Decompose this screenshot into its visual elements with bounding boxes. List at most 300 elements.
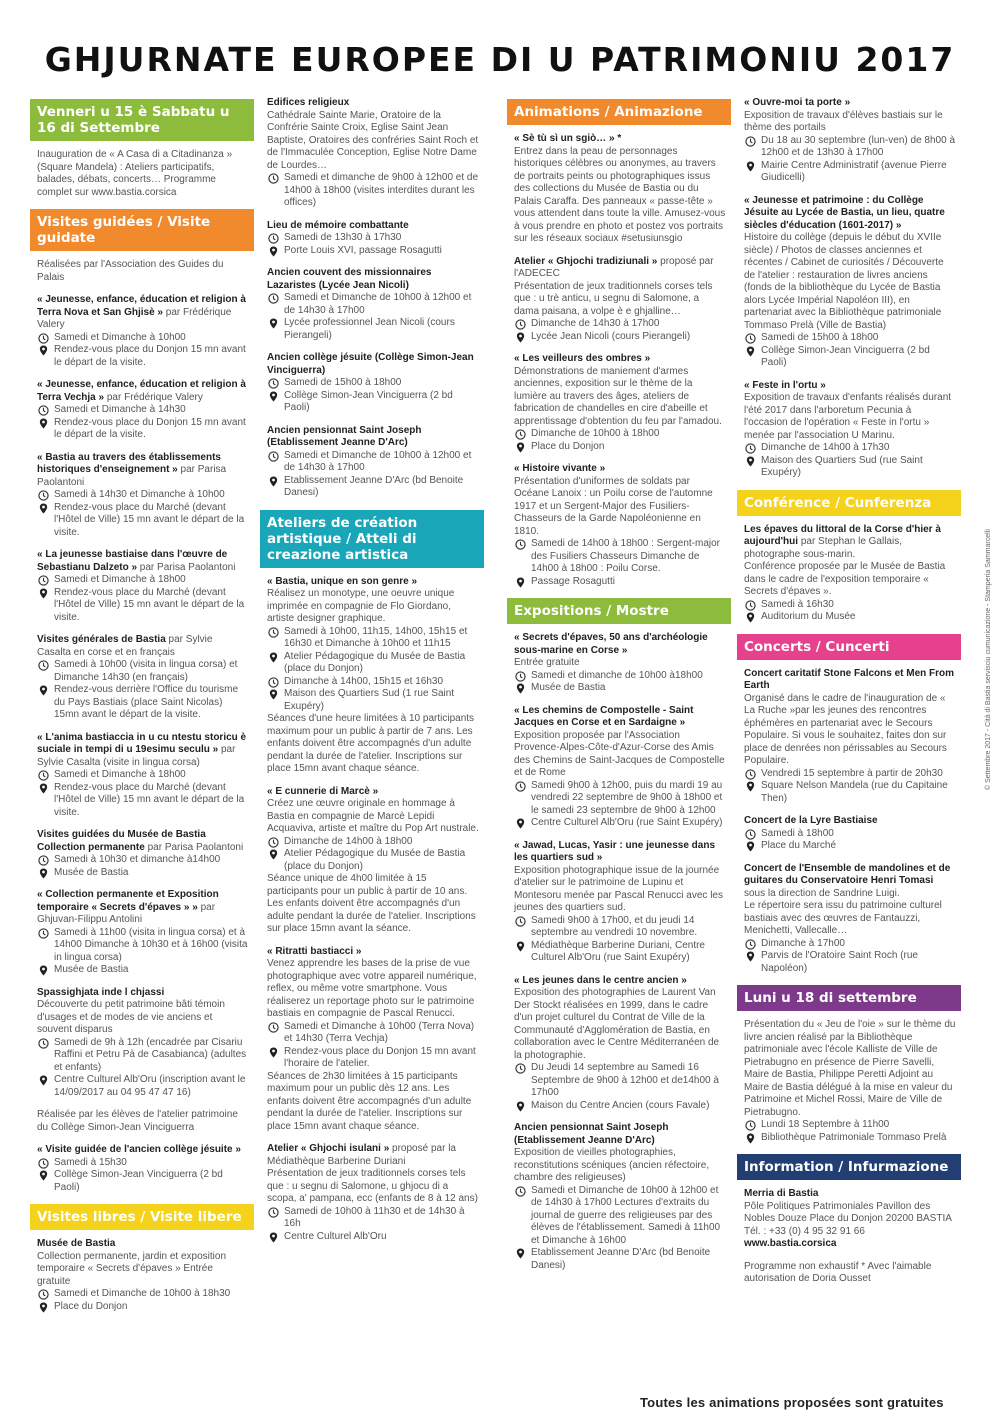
schedule-text: Du 18 au 30 septembre (lun-ven) de 8h00 à 12h00 et de 13h30 à 17h00 (761, 134, 956, 158)
event-title (514, 256, 726, 281)
location-text: Etablissement Jeanne D'Arc (bd Benoite Danesi) (284, 474, 464, 498)
map-pin-icon (268, 689, 279, 700)
location-text: Porte Louis XVI, passage Rosagutti (284, 244, 442, 256)
event-byline: par Frédérique Valery (104, 391, 203, 403)
event-item (514, 705, 726, 830)
event-item (514, 975, 726, 1113)
event-title-text: « Feste in l'ortu » (744, 379, 826, 391)
event-item (37, 634, 249, 722)
event-title (514, 632, 726, 657)
clock-icon (268, 1022, 279, 1033)
location-text: Mairie Centre Administratif (avenue Pierre Giudicelli) (761, 159, 947, 183)
event-title-text: Edifices religieux (267, 97, 350, 108)
clock-icon (745, 769, 756, 780)
event-description: Conférence proposée par le Musée de Bastia dans le cadre de l'exposition temporaire « Secrets d'épaves ». (744, 561, 946, 597)
schedule-text: Samedi de 9h à 12h (encadrée par Cisariu Raffini et Petru Pà de Casabianca) (adultes et enfants) (54, 1036, 247, 1073)
clock-icon (38, 405, 49, 416)
schedule-line (744, 442, 956, 455)
location-text: Collège Simon-Jean Vinciguerra (2 bd Paoli) (761, 344, 930, 368)
schedule-text: Dimanche à 17h00 (761, 937, 845, 949)
event-item (744, 97, 956, 185)
schedule-line (37, 574, 249, 587)
event-item (267, 220, 479, 258)
poster-title: GHJURNATE EUROPEE DI U PATRIMONIU 2017 (44, 40, 956, 79)
event-title (514, 975, 726, 988)
event-title (744, 524, 956, 562)
event-title-text: « Jeunesse, enfance, éducation et religion à Terra Vechja » (37, 379, 246, 403)
event-title-text: Ancien pensionnat Saint Joseph (Etablissement Jeanne D'Arc) (514, 1122, 669, 1146)
location-text: Parvis de l'Oratoire Saint Roch (rue Napoléon) (761, 950, 918, 974)
side-credit: © Settembre 2017 - Cità di Bastia servisciu cumunicazione - Stamperia Sammarcelli (985, 529, 992, 790)
schedule-text: Samedi et dimanche de 10h00 à18h00 (531, 669, 703, 681)
schedule-line (744, 332, 956, 345)
event-item (267, 352, 479, 415)
event-item (514, 1122, 726, 1272)
location-line (514, 576, 726, 589)
clock-icon (38, 855, 49, 866)
location-line (267, 390, 479, 415)
schedule-line (267, 1206, 479, 1231)
event-item (267, 946, 479, 1134)
location-line (267, 245, 479, 258)
location-line (37, 1169, 249, 1194)
event-description: Exposition proposée par l'Association Provence-Alpes-Côte-d'Azur-Corse des Amis des Chemins de Saint-Jacques de Compostelle et de Rome (514, 729, 725, 778)
section-band: Venneri u 15 è Sabbatu u 16 di Settembre (30, 99, 254, 141)
event-title (744, 863, 956, 901)
event-title-text: « Jawad, Lucas, Yasir : une jeunesse dans les quartiers sud » (514, 839, 716, 863)
location-line (514, 817, 726, 830)
location-line (267, 317, 479, 342)
column-3 (507, 97, 731, 1282)
schedule-line (267, 292, 479, 317)
event-title (514, 353, 726, 366)
map-pin-icon (515, 1101, 526, 1112)
event-description: Le répertoire sera issu du patrimoine culturel bastiais avec des œuvres de Fantauzzi, Menichetti, Vallecalle… (744, 900, 942, 936)
schedule-text: Samedi de 14h00 à 18h00 : Sergent-major des Fusiliers Chasseurs Dimanche de 14h00 à 18h00 : Poilu Corse. (531, 538, 721, 574)
event-byline: par Frédérique Valery (37, 306, 232, 330)
event-item (37, 987, 249, 1100)
schedule-line (514, 1185, 726, 1248)
map-pin-icon (515, 577, 526, 588)
event-title-text: « L'anima bastiaccia in u cu ntestu storicu è suciale in tempi di u 19esimu seculu » (37, 731, 247, 755)
schedule-line (37, 332, 249, 345)
event-description: Entrez dans la peau de personnages historiques célèbres ou anonymes, au travers de portraits peints ou photographiques issus des collections du Musée de Bastia ou du Palais Caraffa. Des panneaux « passe-tête » vous attendent dans toute la ville. Amusez-vous à vous prendre en photo et postez vos portraits sur les réseaux sociaux #setusiunsgio (514, 145, 726, 244)
event-title (744, 195, 956, 233)
map-pin-icon (745, 456, 756, 467)
location-text: Médiathèque Barberine Duriani, Centre Culturel Alb'Oru (rue Saint Exupéry) (531, 939, 705, 963)
event-title-text: Merria di Bastia (744, 1188, 819, 1199)
event-title (744, 1188, 956, 1201)
event-byline: proposé par l'ADECEC (514, 255, 714, 279)
event-description: Programme non exhaustif * Avec l'aimable autorisation de Doria Ousset (744, 1260, 932, 1284)
event-title (514, 840, 726, 865)
event-item (744, 668, 956, 806)
event-description: Exposition de travaux d'enfants réalisés durant l'été 2017 dans l'arboretum Pecunia à l'occasion de l'opération « Feste in l'ortu » menée par l'association U Marinu. (744, 392, 952, 441)
schedule-line (37, 1037, 249, 1075)
column-1 (30, 97, 254, 1323)
location-text: Maison des Quartiers Sud (1 rue Saint Exupéry) (284, 688, 455, 712)
clock-icon (38, 333, 49, 344)
clock-icon (268, 233, 279, 244)
location-text: Musée de Bastia (54, 964, 129, 975)
schedule-text: Lundi 18 Septembre à 11h00 (761, 1119, 890, 1130)
schedule-text: Samedi à 10h30 et dimanche à14h00 (54, 854, 221, 865)
location-line (744, 611, 956, 624)
schedule-line (267, 1021, 479, 1046)
event-title (37, 452, 249, 490)
location-text: Musée de Bastia (531, 682, 606, 693)
event-description: Exposition de travaux d'élèves bastiais sur le thème des portails (744, 109, 943, 133)
location-text: Rendez-vous derrière l'Office du tourisme du Pays Bastiais (place Saint Nicolas) 15mn avant le départ de la visite. (54, 684, 239, 720)
event-title-text: « Les veilleurs des ombres » (514, 353, 651, 364)
event-description: Cathédrale Sainte Marie, Oratoire de la Confrérie Sainte Croix, Eglise Saint Jean Baptiste, Oratoires des confréries Saint Roch et de l'Immaculée Conception, Eglise Notre Dame de Lourdes… (267, 109, 479, 171)
location-line (514, 1100, 726, 1113)
schedule-line (514, 318, 726, 331)
location-line (37, 964, 249, 977)
event-byline: sous la direction de Sandrine Luigi. (744, 887, 900, 899)
map-pin-icon (38, 685, 49, 696)
clock-icon (268, 378, 279, 389)
event-title-text: « Ritratti bastiacci » (267, 945, 362, 957)
location-line (37, 684, 249, 722)
schedule-text: Samedi et dimanche de 9h00 à 12h00 et de 14h00 à 18h00 (visites interdites durant les offices) (284, 172, 479, 208)
event-item (267, 97, 479, 210)
event-title-text: « Bastia, unique en son genre » (267, 575, 418, 587)
section-band: Ateliers de création artistique / Atteli di creazione artistica (260, 510, 484, 568)
event-description: Collection permanente, jardin et exposition temporaire « Secrets d'épaves » Entrée gratuite (37, 1250, 226, 1287)
schedule-line (744, 768, 956, 781)
location-line (744, 1132, 956, 1145)
event-item (37, 1238, 249, 1313)
event-description: Présentation du « Jeu de l'oie » sur le thème du livre ancien réalisé par la Bibliothèque patrimoniale avec l'école Kalliste de Ville de Pietrabugno en présence de Pierre Savelli, Maire de Bastia, Philippe Peretti Adjoint au Maire de Bastia délégué à la mise en valeur du Patrimoine et Michel Rossi, Maire de Ville de Pietrabugno. (744, 1019, 956, 1118)
event-title (744, 815, 956, 828)
schedule-line (514, 538, 726, 576)
clock-icon (38, 575, 49, 586)
event-title-text: « Jeunesse et patrimoine : du Collège Jésuite au Lycée de Bastia, un lieu, quatre siècles d'éducation (1601-2017) » (744, 194, 945, 231)
schedule-text: Samedi de 13h30 à 17h30 (284, 232, 402, 243)
clock-icon (268, 293, 279, 304)
schedule-text: Dimanche de 10h00 à 18h00 (531, 428, 660, 439)
event-description: Séances de 2h30 limitées à 15 participants maximum pour un public dès 12 ans. Les enfants doivent être accompagnés d'un adulte pendant la durée de l'atelier. Inscriptions sur place 15mn avant chaque séance. (267, 1070, 472, 1132)
schedule-line (744, 599, 956, 612)
location-line (267, 848, 479, 873)
schedule-text: Samedi et Dimanche de 10h00 à 18h30 (54, 1288, 231, 1299)
event-byline: par Sylvie Casalta en corse et en français (37, 634, 213, 658)
clock-icon (745, 939, 756, 950)
column-2 (260, 97, 484, 1253)
location-text: Square Nelson Mandela (rue du Capitaine Then) (761, 780, 948, 804)
event-item (37, 732, 249, 820)
location-line (267, 1231, 479, 1244)
clock-icon (745, 829, 756, 840)
map-pin-icon (268, 1232, 279, 1243)
event-title-text: « Histoire vivante » (514, 463, 606, 474)
location-text: Collège Simon-Jean Vinciguerra (2 bd Paoli) (54, 1169, 223, 1193)
map-pin-icon (38, 588, 49, 599)
event-description: Inauguration de « A Casa di a Citadinanza » (Square Mandela) : Ateliers participatifs, balades, débats, concerts… Programme complet sur www.bastia.corsica (37, 149, 233, 198)
section-band: Conférence / Cunferenza (737, 490, 961, 516)
event-description: Organisé dans le cadre de l'inauguration de « La Ruche »par les jeunes des rencontres éphémères en partenariat avec le Secours Populaire. Si vous le souhaitez, faites don sur place de denrées non périssables au Secours Populaire. (744, 692, 947, 766)
location-text: Place du Donjon (531, 440, 605, 452)
schedule-text: Samedi et Dimanche à 10h00 (Terra Nova) et 14h30 (Terra Vechja) (284, 1020, 475, 1044)
event-item (37, 889, 249, 977)
location-text: Rendez-vous place du Marché (devant l'Hôtel de Ville) 15 mn avant le départ de la visite. (54, 586, 245, 623)
schedule-line (514, 915, 726, 940)
event-title-text: « E cunnerie di Marcè » (267, 785, 379, 797)
event-item (267, 1143, 479, 1243)
schedule-text: Samedi de 15h00 à 18h00 (284, 377, 402, 388)
event-description: Exposition de vieilles photographies, reconstitutions scéniques (ancien réfectoire, chambre des religieuses) (514, 1147, 710, 1183)
schedule-line (514, 780, 726, 818)
schedule-text: Samedi 9h00 à 12h00, puis du mardi 19 au vendredi 22 septembre de 9h00 à 18h00 et le samedi 23 septembre de 9h00 à 12h00 (531, 779, 723, 816)
event-description: Séance unique de 4h00 limitée à 15 participants pour un public à partir de 10 ans. Les enfants doivent être accompagnés d'un adulte pendant la durée de l'atelier. Inscriptions sur place 15mn avant la séance. (267, 873, 476, 934)
clock-icon (515, 429, 526, 440)
event-item (267, 425, 479, 500)
event-title (37, 829, 249, 854)
location-line (744, 160, 956, 185)
event-description: Histoire du collège (depuis le début du XVIIe siècle) / Photos de classes anciennes et récentes / Cabinet de curiosités / Découverte de l'atelier : restauration de livres anciens (fonds de la bibliothèque du Lycée de Bastia alors Lycée Impérial Napoléon III), en partenariat avec la Bibliothèque patrimoniale Tommaso Prelà (Ville de Bastia) (744, 232, 944, 331)
location-text: Place du Donjon (54, 1300, 128, 1312)
event-description: Venez apprendre les bases de la prise de vue photographique avec votre appareil numérique, reflex, ou même votre smartphone. Vous réaliserez un reportage photo sur le patrimoine bastiais en compagnie de Pascal Renucci. (267, 958, 477, 1019)
clock-icon (38, 1289, 49, 1300)
location-line (514, 940, 726, 965)
map-pin-icon (38, 965, 49, 976)
event-title-text: Les épaves du littoral de la Corse d'hier à aujourd'hui (744, 523, 941, 547)
schedule-text: Samedi à 10h00, 11h15, 14h00, 15h15 et 16h30 et Dimanche à 10h00 et 11h15 (284, 625, 468, 649)
event-description: Séances d'une heure limitées à 10 participants maximum pour un public à partir de 7 ans. Les enfants doivent être accompagnés d'un adulte pendant la durée de l'atelier. Inscriptions sur place 15mn avant chaque séance. (267, 713, 475, 774)
location-text: Etablissement Jeanne D'Arc (bd Benoite Danesi) (531, 1247, 711, 1271)
schedule-line (37, 927, 249, 965)
schedule-text: Dimanche de 14h00 à 17h30 (761, 442, 890, 453)
footer-note: Toutes les animations proposées sont gratuites (640, 1395, 944, 1410)
schedule-text: Samedi à 11h00 (visita in lingua corsa) et à 14h00 Dimanche à 10h30 et à 16h00 (visita in lingua corsa) (54, 926, 248, 963)
location-line (37, 1074, 249, 1099)
clock-icon (38, 928, 49, 939)
location-text: Lycée Jean Nicoli (cours Pierangeli) (531, 330, 691, 342)
event-byline: par Parisa Paolantoni (37, 464, 227, 488)
location-text: Musée de Bastia (54, 866, 129, 878)
event-item (514, 133, 726, 246)
location-line (37, 344, 249, 369)
event-title-text: Visites générales de Bastia (37, 634, 166, 645)
clock-icon (745, 333, 756, 344)
schedule-line (37, 769, 249, 782)
schedule-text: Samedi de 10h00 à 11h30 et de 14h30 à 16h (284, 1205, 465, 1229)
event-title (267, 946, 479, 959)
map-pin-icon (745, 346, 756, 357)
schedule-text: Samedi à 10h00 (visita in lingua corsa) et Dimanche 14h30 (en français) (54, 659, 238, 683)
map-pin-icon (515, 683, 526, 694)
event-title (267, 1143, 479, 1168)
location-line (744, 345, 956, 370)
schedule-text: Samedi et Dimanche à 18h00 (54, 574, 186, 585)
event-title (37, 889, 249, 927)
location-line (514, 1247, 726, 1272)
clock-icon (515, 671, 526, 682)
schedule-text: Samedi à 15h30 (54, 1156, 127, 1168)
location-line (37, 417, 249, 442)
event-description: Découverte du petit patrimoine bâti témoin d'usages et de modes de vie anciens et souvent disparus (37, 999, 225, 1035)
section-band: Concerts / Cuncerti (737, 634, 961, 660)
map-pin-icon (268, 652, 279, 663)
schedule-line (37, 404, 249, 417)
location-text: Collège Simon-Jean Vinciguerra (2 bd Paoli) (284, 389, 453, 413)
schedule-line (514, 1062, 726, 1100)
event-item (744, 863, 956, 976)
event-item (37, 294, 249, 369)
event-title (267, 267, 479, 292)
schedule-text: Samedi à 14h30 et Dimanche à 10h00 (54, 489, 225, 500)
map-pin-icon (38, 783, 49, 794)
schedule-text: Dimanche de 14h00 à 18h00 (284, 835, 413, 847)
event-title (267, 786, 479, 799)
schedule-line (514, 428, 726, 441)
event-title (744, 97, 956, 110)
location-line (37, 587, 249, 625)
event-title (744, 668, 956, 693)
clock-icon (515, 319, 526, 330)
location-text: Bibliothèque Patrimoniale Tommaso Prelà (761, 1131, 947, 1143)
map-pin-icon (515, 941, 526, 952)
event-item (37, 259, 249, 284)
schedule-line (744, 1119, 956, 1132)
event-description: Réalisées par l'Association des Guides du Palais (37, 259, 224, 283)
section-band: Expositions / Mostre (507, 598, 731, 624)
event-title (37, 634, 249, 659)
event-title-text: Visites guidées du Musée de Bastia Collection permanente (37, 829, 206, 853)
event-item (514, 256, 726, 344)
event-item (37, 1109, 249, 1134)
event-title (267, 352, 479, 377)
event-description: Présentation d'uniformes de soldats par Océane Lanoix : un Poilu corse de l'automne 1917 et un Sergent-Major des Fusiliers-Chasseurs de la Garde Napoléonienne en 1810. (514, 475, 713, 537)
section-band: Luni u 18 di settembre (737, 985, 961, 1011)
location-text: Maison du Centre Ancien (cours Favale) (531, 1099, 710, 1111)
location-text: Centre Culturel Alb'Oru (284, 1230, 387, 1242)
clock-icon (268, 1207, 279, 1218)
location-text: Rendez-vous place du Donjon 15 mn avant le départ de la visite. (54, 344, 246, 368)
event-description: Présentation de jeux traditionnels corses tels que : u trè anticu, u segnu di Salomone, a dama paisana, a volpe è e ghjalline… (514, 280, 713, 317)
event-title (514, 705, 726, 730)
event-item (744, 195, 956, 370)
event-title (514, 1122, 726, 1147)
event-title-text: « Ouvre-moi ta porte » (744, 97, 851, 108)
event-title-text: Concert caritatif Stone Falcons et Men From Earth (744, 667, 955, 691)
event-title-text: « Les chemins de Compostelle - Saint Jacques en Corse et en Sardaigne » (514, 704, 694, 728)
map-pin-icon (745, 612, 756, 623)
clock-icon (515, 781, 526, 792)
clock-icon (515, 1186, 526, 1197)
map-pin-icon (268, 1047, 279, 1058)
event-title (37, 1144, 249, 1157)
clock-icon (38, 770, 49, 781)
event-item (37, 379, 249, 442)
map-pin-icon (515, 442, 526, 453)
location-line (267, 688, 479, 713)
event-item (267, 576, 479, 776)
clock-icon (38, 660, 49, 671)
event-item (744, 524, 956, 624)
schedule-line (37, 1157, 249, 1170)
schedule-text: Vendredi 15 septembre à partir de 20h30 (761, 767, 943, 779)
schedule-text: Samedi et Dimanche à 14h30 (54, 404, 186, 415)
schedule-text: Samedi et Dimanche de 10h00 à 12h00 et de 14h30 à 17h00 Lectures d'extraits du journal de guerre des religieuses par des élèves de l'établissement. Samedi à 11h00 et Dimanche à 16h00 (531, 1184, 721, 1246)
event-title-text: « La jeunesse bastiaise dans l'œuvre de Sebastianu Dalzeto » (37, 549, 228, 573)
location-line (37, 782, 249, 820)
event-item (514, 353, 726, 453)
event-description: Présentation de jeux traditionnels corses tels que : u segnu di Salomone, u ghjocu di a scopa, a' pampana, ecc (enfants de 8 à 12 ans) (267, 1168, 478, 1204)
map-pin-icon (268, 318, 279, 329)
schedule-text: Samedi et Dimanche de 10h00 à 12h00 et de 14h30 à 17h00 (284, 449, 472, 473)
event-item (37, 829, 249, 879)
location-line (514, 682, 726, 695)
location-text: Lycée professionnel Jean Nicoli (cours Pierangeli) (284, 317, 455, 341)
section-band: Animations / Animazione (507, 99, 731, 125)
schedule-line (267, 450, 479, 475)
event-title (37, 1238, 249, 1251)
event-item (514, 632, 726, 695)
map-pin-icon (38, 345, 49, 356)
map-pin-icon (38, 1302, 49, 1313)
event-item (37, 452, 249, 540)
schedule-line (267, 836, 479, 849)
event-byline: par Stephan le Gallais, photographe sous-marin. (744, 536, 902, 560)
clock-icon (515, 539, 526, 550)
event-title-text: « Sè tù sì un sgiò… » * (514, 133, 622, 144)
map-pin-icon (515, 332, 526, 343)
event-byline: par Parisa Paolantoni (144, 841, 244, 853)
event-description: Créez une œuvre originale en hommage à Bastia en compagnie de Marcè Lepidi Acquaviva, artiste et maître du Pop Art nustrale. (267, 798, 479, 834)
schedule-line (37, 659, 249, 684)
event-title-text: Atelier « Ghjochi isulani » (267, 1143, 390, 1154)
event-title (37, 732, 249, 770)
event-title (267, 425, 479, 450)
schedule-text: Samedi à 16h30 (761, 598, 834, 610)
map-pin-icon (268, 476, 279, 487)
location-line (514, 331, 726, 344)
schedule-line (744, 828, 956, 841)
location-line (267, 1046, 479, 1071)
location-text: Rendez-vous place du Marché (devant l'Hôtel de Ville) 15 mn avant le départ de la visite. (54, 501, 245, 538)
schedule-text: Dimanche de 14h30 à 17h00 (531, 318, 660, 329)
location-text: Atelier Pédagogique du Musée de Bastia (place du Donjon) (284, 848, 466, 872)
schedule-text: Samedi et Dimanche de 10h00 à 12h00 et de 14h30 à 17h00 (284, 292, 472, 316)
section-band: Information / Infurmazione (737, 1154, 961, 1180)
location-line (267, 651, 479, 676)
map-pin-icon (38, 418, 49, 429)
clock-icon (745, 600, 756, 611)
event-title-text: Lieu de mémoire combattante (267, 219, 409, 231)
map-pin-icon (38, 1075, 49, 1086)
clock-icon (38, 1158, 49, 1169)
website-link[interactable]: www.bastia.corsica (744, 1238, 837, 1249)
clock-icon (515, 916, 526, 927)
schedule-text: Samedi et Dimanche à 18h00 (54, 769, 186, 780)
schedule-line (37, 854, 249, 867)
clock-icon (515, 1063, 526, 1074)
schedule-line (514, 670, 726, 683)
schedule-line (267, 232, 479, 245)
location-text: Centre Culturel Alb'Oru (rue Saint Exupéry) (531, 817, 723, 828)
event-title-text: Atelier « Ghjochi tradiziunali » (514, 255, 658, 267)
column-4 (737, 97, 961, 1296)
location-line (37, 1301, 249, 1314)
event-item (744, 1019, 956, 1144)
event-title (37, 379, 249, 404)
event-item (37, 149, 249, 199)
schedule-text: Dimanche à 14h00, 15h15 et 16h30 (284, 675, 444, 687)
clock-icon (268, 837, 279, 848)
location-line (744, 780, 956, 805)
